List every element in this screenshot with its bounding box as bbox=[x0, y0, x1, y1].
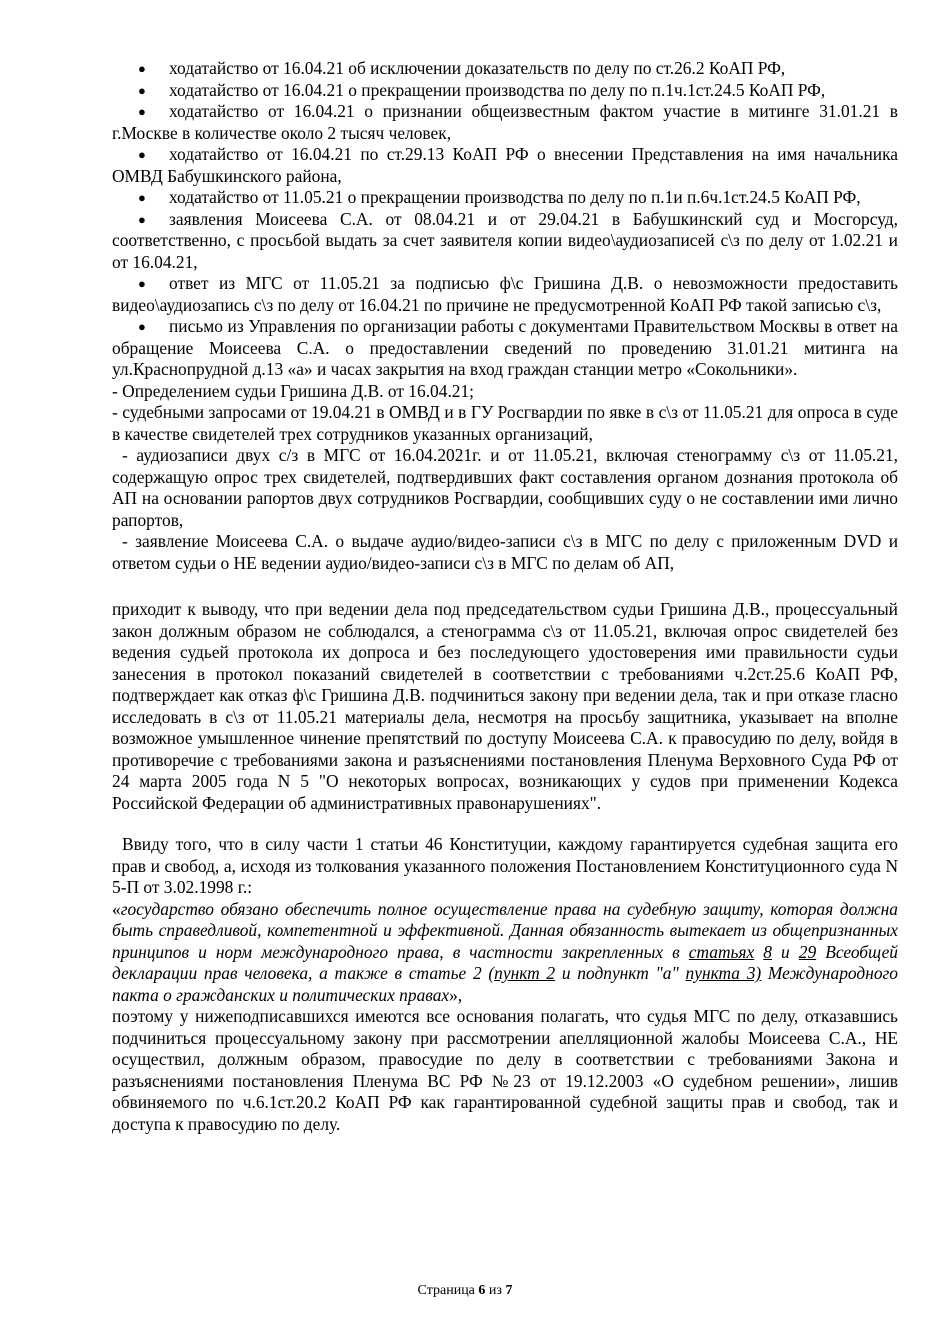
bullet-icon: ● bbox=[138, 319, 146, 334]
quote-text: государство обязано обеспечить полное осуществление права на судебную защиту, которая должна быть справедливой, компетентной и эффективной. Данная обязанность вытекает из общепризнанных принципов и норм международного права, в частности закрепленных в статьях 8 и 29 Всеобщей декларации прав человека, а также в статье 2 (пункт 2 и подпункт "а" пункта 3) Международного пакта о гражданских и политических правах bbox=[112, 898, 899, 1005]
list-item bbox=[112, 187, 898, 209]
list-item bbox=[112, 316, 898, 381]
list-item-text: письмо из Управления по организации работы с документами Правительством Москвы в ответ на обращение Моисеева С.А. о предоставлении сведений по проведению 31.01.21 митинга на ул.Краснопрудной д.13 «а» и часах закрытия на вход граждан станции метро «Сокольники». bbox=[112, 316, 898, 379]
bullet-icon: ● bbox=[138, 104, 146, 119]
document-body bbox=[112, 58, 898, 1135]
link-article-8[interactable]: 8 bbox=[763, 941, 772, 962]
list-item bbox=[112, 101, 898, 144]
bullet-icon: ● bbox=[138, 190, 146, 205]
list-item-text: заявления Моисеева С.А. от 08.04.21 и от 29.04.21 в Бабушкинский суд и Мосгорсуд, соответственно, с просьбой выдать за счет заявителя копии видео\аудиозаписей с\з по делу от 1.02.21 и от 16.04.21, bbox=[112, 208, 898, 272]
dash-item: - аудиозаписи двух с/з в МГС от 16.04.2021г. и от 11.05.21, включая стенограмму с\з от 11.05.21, содержащую опрос трех свидетелей, подтвердивших факт составления органом дознания протокола об АП на основании рапортов двух сотрудников Росгвардии, сообщивших суду о не составлении ими лично рапортов, bbox=[112, 445, 898, 530]
current-page-number: 6 bbox=[478, 1283, 486, 1298]
bullet-icon: ● bbox=[138, 147, 146, 162]
link-punkt-2[interactable]: пункт 2 bbox=[494, 963, 556, 983]
quote-close: », bbox=[449, 984, 463, 1005]
bullet-icon: ● bbox=[138, 276, 146, 291]
list-item-text: ходатайство от 16.04.21 о прекращении производства по делу по п.1ч.1ст.24.5 КоАП РФ, bbox=[169, 79, 826, 100]
bullet-icon: ● bbox=[138, 211, 146, 227]
quote-paragraph bbox=[112, 899, 898, 1007]
list-item-text: ходатайство от 16.04.21 о признании общеизвестным фактом участие в митинге 31.01.21 в г.Москве в количестве около 2 тысяч человек, bbox=[112, 101, 898, 143]
link-punkta-3[interactable]: пункта 3) bbox=[685, 963, 762, 983]
list-item bbox=[112, 273, 898, 316]
list-item-text: ответ из МГС от 11.05.21 за подписью ф\с Гришина Д.В. о невозможности предоставить видео\аудиозапись с\з по делу от 16.04.21 по причине не предусмотренной КоАП РФ такой записью с\з, bbox=[112, 273, 898, 315]
bullet-icon: ● bbox=[138, 82, 146, 98]
list-item bbox=[112, 144, 898, 187]
conclusion-paragraph: приходит к выводу, что при ведении дела под председательством судьи Гришина Д.В., процессуальный закон должным образом не соблюдался, а стенограмма с\з от 11.05.21, включая опрос свидетелей без ведения судьей протокола их допроса и без последующего удостоверения ими правильности судьи занесения в протокол показаний свидетелей в соответствии с требованиями ч.2ст.25.6 КоАП РФ, подтверждает как отказ ф\с Гришина Д.В. подчиниться закону при ведении дела, так и при отказе гласно исследовать в с\з от 11.05.21 материалы дела, несмотря на просьбу защитника, указывает на вполне возможное умышленное чинение препятствий по доступу Моисеева С.А. к правосудию по делу, войдя в противоречие с требованиями закона и разъяснениями постановления Пленума Верховного Суда РФ от 24 марта 2005 года N 5 "О некоторых вопросах, возникающих у судов при применении Кодекса Российской Федерации об административных правонарушениях". bbox=[112, 599, 898, 813]
dash-item: - заявление Моисеева С.А. о выдаче аудио/видео-записи с\з в МГС по делу с приложенным DVD и ответом судьи о НЕ ведении аудио/видео-записи с\з в МГС по делам об АП, bbox=[112, 531, 898, 573]
page-footer: Страница 6 из 7 bbox=[417, 1283, 513, 1298]
list-item bbox=[112, 209, 898, 274]
dash-item: - Определением судьи Гришина Д.В. от 16.04.21; bbox=[112, 380, 475, 401]
total-pages-number: 7 bbox=[505, 1283, 513, 1298]
link-statyakh[interactable]: статьях bbox=[688, 941, 755, 962]
list-item-text: ходатайство от 11.05.21 о прекращении производства по делу по п.1и п.6ч.1ст.24.5 КоАП РФ, bbox=[169, 187, 861, 207]
constitution-paragraph: Ввиду того, что в силу части 1 статьи 46 Конституции, каждому гарантируется судебная защита его прав и свобод, а, исходя из толкования указанного положения Постановлением Конституционного суда N 5-П от 3.02.1998 г.: bbox=[112, 834, 898, 897]
list-item-text: ходатайство от 16.04.21 по ст.29.13 КоАП РФ о внесении Представления на имя начальника ОМВД Бабушкинского района, bbox=[112, 144, 898, 186]
link-article-29[interactable]: 29 bbox=[798, 941, 817, 962]
list-item bbox=[112, 80, 898, 102]
bullet-icon: ● bbox=[138, 61, 146, 76]
list-item bbox=[112, 58, 898, 80]
final-paragraph: поэтому у нижеподписавшихся имеются все основания полагать, что судья МГС по делу, отказавшись подчиниться процессуальному закону при рассмотрении апелляционной жалобы Моисеева С.А., НЕ осуществил, должным образом, правосудие по делу в соответствии с требованиями Закона и разъяснениями постановления Пленума ВС РФ №23 от 19.12.2003 «О судебном решении», лишив обвиняемого по ч.6.1ст.20.2 КоАП РФ как гарантированной судебной защиты прав и свобод, так и доступа к правосудию по делу. bbox=[112, 1006, 898, 1134]
quote-open: « bbox=[112, 898, 121, 919]
list-item-text: ходатайство от 16.04.21 об исключении доказательств по делу по ст.26.2 КоАП РФ, bbox=[169, 58, 786, 78]
dash-item: - судебными запросами от 19.04.21 в ОМВД и в ГУ Росгвардии по явке в с\з от 11.05.21 для опроса в суде в качестве свидетелей трех сотрудников указанных организаций, bbox=[112, 402, 898, 444]
